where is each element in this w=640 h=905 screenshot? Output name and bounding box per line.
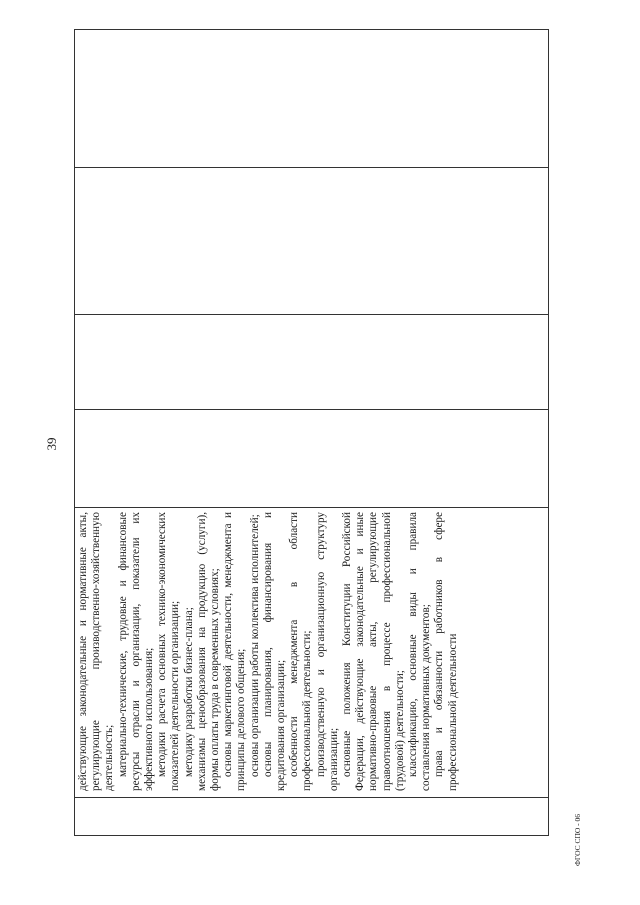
knowledge-list [77,512,460,791]
table-cell-empty [75,314,548,409]
list-item: действующие законодательные и нормативные акты, регулирующие производственно-хозяйственную деятельность; [77,512,116,791]
table-cell-index [75,797,548,835]
competency-table [74,29,549,836]
list-item: основы организации работы коллектива исполнителей; [248,514,261,777]
page-number: 39 [44,437,59,451]
list-item: механизмы ценообразования на продукцию (услуги), формы оплаты труда в современных условиях; [195,512,222,791]
list-item: материально-технические, трудовые и финансовые ресурсы отрасли и организации, показатели их эффективного использования; [116,512,156,791]
list-item: основы маркетинговой деятельности, менеджмента и принципы делового общения; [222,512,248,791]
table-cell-empty [75,30,548,167]
list-item: права и обязанности работников в сфере профессиональной деятельности [433,512,459,791]
list-item: производственную и организационную структуру организации; [314,512,340,791]
list-item: методики расчета основных технико-экономических показателей деятельности организации; [156,512,182,791]
list-item: основы планирования, финансирования и кредитования организации; [261,512,288,791]
list-item: основные положения Конституции Российской Федерации, действующие законодательные и иные нормативно-правовые акты, регулирующие правоотношения в процессе профессиональной (трудовой) деятельности; [341,512,406,791]
table-cell-empty [75,167,548,314]
table-cell-empty [75,409,548,507]
list-item: классификацию, основные виды и правила составления нормативных документов; [407,512,433,791]
footer-document-code: ФГОС СПО - 06 [573,813,582,866]
table-cell-knowledge [75,507,548,797]
list-item: особенности менеджмента в области профессиональной деятельности; [288,512,314,791]
list-item: методику разработки бизнес-плана; [182,607,195,777]
